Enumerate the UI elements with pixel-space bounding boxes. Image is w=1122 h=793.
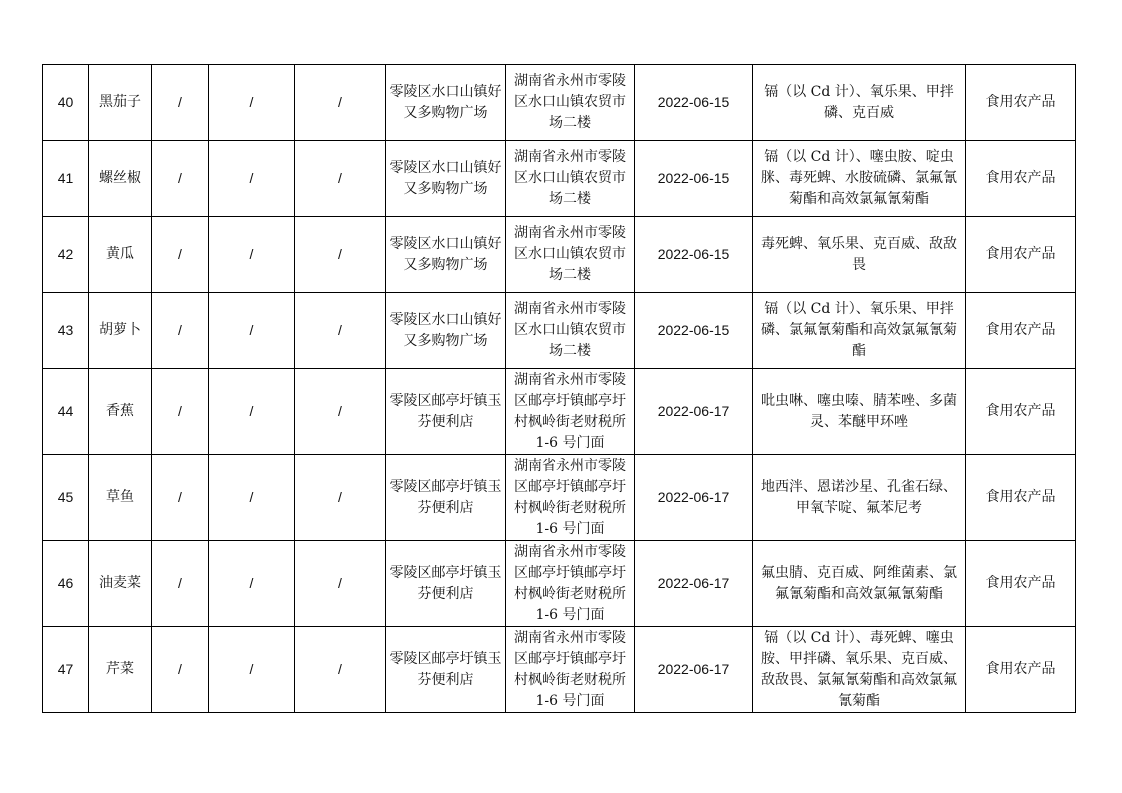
seller-address: 湖南省永州市零陵区邮亭圩镇邮亭圩村枫岭街老财税所 1-6 号门面 (506, 369, 635, 455)
test-items: 镉（以 Cd 计）、氧乐果、甲拌磷、氯氟氰菊酯和高效氯氟氰菊酯 (753, 293, 966, 369)
test-items: 毒死蜱、氧乐果、克百威、敌敌畏 (753, 217, 966, 293)
empty-field: / (152, 65, 209, 141)
food-category: 食用农产品 (966, 217, 1076, 293)
seller-name: 零陵区水口山镇好又多购物广场 (386, 141, 506, 217)
empty-field: / (209, 293, 295, 369)
table-row (43, 369, 1076, 455)
food-category: 食用农产品 (966, 141, 1076, 217)
table-row (43, 541, 1076, 627)
empty-field: / (152, 541, 209, 627)
test-items: 氟虫腈、克百威、阿维菌素、氯氟氰菊酯和高效氯氟氰菊酯 (753, 541, 966, 627)
sampling-date: 2022-06-17 (635, 627, 753, 713)
empty-field: / (152, 141, 209, 217)
table-row (43, 293, 1076, 369)
seller-address: 湖南省永州市零陵区邮亭圩镇邮亭圩村枫岭街老财税所 1-6 号门面 (506, 627, 635, 713)
empty-field: / (295, 369, 386, 455)
empty-field: / (295, 541, 386, 627)
table-row (43, 627, 1076, 713)
row-number: 41 (43, 141, 89, 217)
row-number: 47 (43, 627, 89, 713)
seller-name: 零陵区水口山镇好又多购物广场 (386, 217, 506, 293)
empty-field: / (152, 627, 209, 713)
empty-field: / (152, 369, 209, 455)
sampling-date: 2022-06-15 (635, 293, 753, 369)
food-category: 食用农产品 (966, 293, 1076, 369)
seller-address: 湖南省永州市零陵区水口山镇农贸市场二楼 (506, 293, 635, 369)
empty-field: / (295, 65, 386, 141)
table-row (43, 65, 1076, 141)
seller-address: 湖南省永州市零陵区水口山镇农贸市场二楼 (506, 141, 635, 217)
sampling-date: 2022-06-15 (635, 141, 753, 217)
sample-name: 胡萝卜 (89, 293, 152, 369)
sample-name: 油麦菜 (89, 541, 152, 627)
row-number: 46 (43, 541, 89, 627)
empty-field: / (295, 455, 386, 541)
seller-address: 湖南省永州市零陵区水口山镇农贸市场二楼 (506, 217, 635, 293)
seller-name: 零陵区邮亭圩镇玉芬便利店 (386, 455, 506, 541)
sampling-date: 2022-06-17 (635, 369, 753, 455)
table-row (43, 141, 1076, 217)
seller-address: 湖南省永州市零陵区邮亭圩镇邮亭圩村枫岭街老财税所 1-6 号门面 (506, 541, 635, 627)
empty-field: / (295, 293, 386, 369)
sample-name: 香蕉 (89, 369, 152, 455)
sample-name: 黑茄子 (89, 65, 152, 141)
row-number: 44 (43, 369, 89, 455)
food-category: 食用农产品 (966, 65, 1076, 141)
seller-name: 零陵区邮亭圩镇玉芬便利店 (386, 369, 506, 455)
seller-name: 零陵区水口山镇好又多购物广场 (386, 65, 506, 141)
test-items: 吡虫啉、噻虫嗪、腈苯唑、多菌灵、苯醚甲环唑 (753, 369, 966, 455)
row-number: 40 (43, 65, 89, 141)
test-items: 镉（以 Cd 计）、毒死蜱、噻虫胺、甲拌磷、氧乐果、克百威、敌敌畏、氯氟氰菊酯和高效氯氟氰菊酯 (753, 627, 966, 713)
seller-address: 湖南省永州市零陵区邮亭圩镇邮亭圩村枫岭街老财税所 1-6 号门面 (506, 455, 635, 541)
seller-address: 湖南省永州市零陵区水口山镇农贸市场二楼 (506, 65, 635, 141)
table-body (43, 65, 1076, 713)
empty-field: / (209, 141, 295, 217)
empty-field: / (209, 455, 295, 541)
table-row (43, 455, 1076, 541)
test-items: 地西泮、恩诺沙星、孔雀石绿、甲氧苄啶、氟苯尼考 (753, 455, 966, 541)
test-items: 镉（以 Cd 计）、氧乐果、甲拌磷、克百威 (753, 65, 966, 141)
food-category: 食用农产品 (966, 369, 1076, 455)
row-number: 45 (43, 455, 89, 541)
empty-field: / (295, 217, 386, 293)
food-category: 食用农产品 (966, 627, 1076, 713)
empty-field: / (152, 455, 209, 541)
sampling-date: 2022-06-15 (635, 217, 753, 293)
row-number: 42 (43, 217, 89, 293)
empty-field: / (209, 627, 295, 713)
empty-field: / (209, 217, 295, 293)
empty-field: / (295, 141, 386, 217)
sampling-date: 2022-06-15 (635, 65, 753, 141)
sample-name: 螺丝椒 (89, 141, 152, 217)
sample-name: 芹菜 (89, 627, 152, 713)
empty-field: / (152, 293, 209, 369)
row-number: 43 (43, 293, 89, 369)
seller-name: 零陵区邮亭圩镇玉芬便利店 (386, 627, 506, 713)
sampling-date: 2022-06-17 (635, 541, 753, 627)
empty-field: / (295, 627, 386, 713)
sampling-date: 2022-06-17 (635, 455, 753, 541)
sampling-results-table (42, 64, 1076, 713)
food-category: 食用农产品 (966, 541, 1076, 627)
food-category: 食用农产品 (966, 455, 1076, 541)
empty-field: / (152, 217, 209, 293)
seller-name: 零陵区邮亭圩镇玉芬便利店 (386, 541, 506, 627)
sample-name: 黄瓜 (89, 217, 152, 293)
test-items: 镉（以 Cd 计）、噻虫胺、啶虫脒、毒死蜱、水胺硫磷、氯氟氰菊酯和高效氯氟氰菊酯 (753, 141, 966, 217)
seller-name: 零陵区水口山镇好又多购物广场 (386, 293, 506, 369)
table-row (43, 217, 1076, 293)
empty-field: / (209, 65, 295, 141)
empty-field: / (209, 541, 295, 627)
empty-field: / (209, 369, 295, 455)
sample-name: 草鱼 (89, 455, 152, 541)
